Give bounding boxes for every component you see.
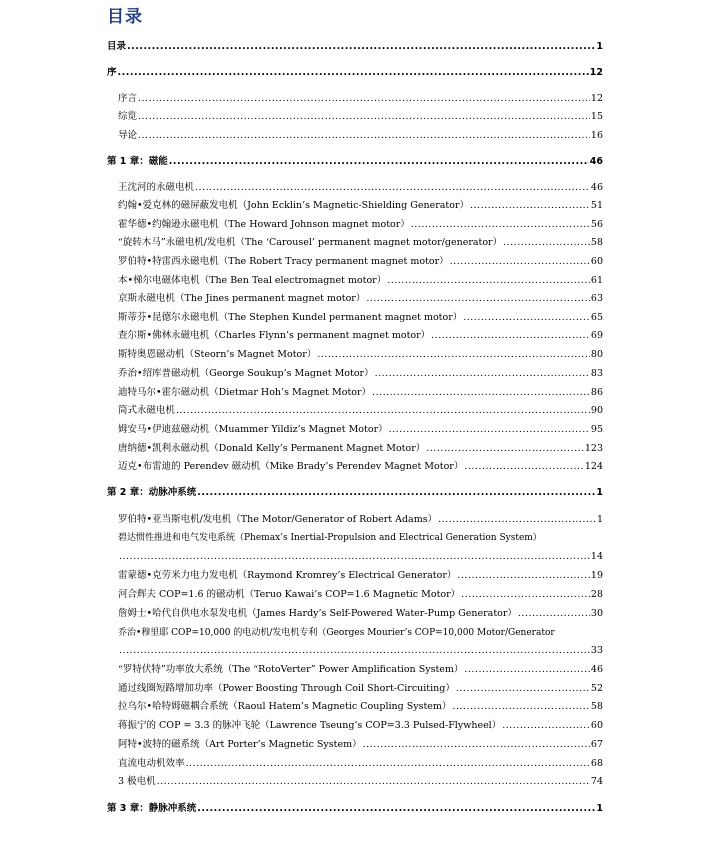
toc-entry-title: 王沈河的永磁电机 xyxy=(118,182,195,193)
toc-entry[interactable] xyxy=(107,803,603,815)
toc-entry-page: 56 xyxy=(590,219,603,230)
toc-entry-title: 直流电动机效率 xyxy=(118,758,185,769)
toc-entry[interactable] xyxy=(118,758,603,770)
toc-entry-page: 12 xyxy=(589,67,603,78)
toc-entry-title: 约翰•爱克林的磁屏蔽发电机（John Ecklin’s Magnetic-Shielding Generator） xyxy=(118,200,470,211)
toc-entry-page: 124 xyxy=(584,461,603,472)
toc-entry-title: 霍华德•约翰逊永磁电机（The Howard Johnson magnet motor） xyxy=(118,219,410,230)
toc-entry-page: 15 xyxy=(590,111,603,122)
toc-entry-line1[interactable] xyxy=(118,627,603,639)
toc-entry[interactable] xyxy=(118,551,603,563)
toc-entry[interactable] xyxy=(107,487,603,499)
toc-entry-title: 罗伯特•特雷西永磁电机（The Robert Tracy permanent magnet motor） xyxy=(118,256,449,267)
toc-entry[interactable] xyxy=(118,219,603,231)
toc-entry-page: 46 xyxy=(590,664,603,675)
toc-entry-title: 姆安马•伊迪兹磁动机（Muammer Yildiz’s Magnet Motor） xyxy=(118,424,388,435)
toc-entry-title: 序言 xyxy=(118,93,138,104)
toc-entry[interactable] xyxy=(107,41,603,53)
toc-entry-title: 乔治•绍库普磁动机（George Soukup’s Magnet Motor） xyxy=(118,368,374,379)
toc-entry-page: 86 xyxy=(590,387,603,398)
toc-entry-title: 3 极电机 xyxy=(118,776,156,787)
toc-entry-title: 第 3 章：静脉冲系统 xyxy=(107,803,197,814)
toc-entry-page: 1 xyxy=(596,803,603,814)
toc-entry[interactable] xyxy=(118,514,603,526)
toc-entry[interactable] xyxy=(118,93,603,105)
toc-entry[interactable] xyxy=(118,330,603,342)
toc-entry[interactable] xyxy=(118,683,603,695)
toc-entry-title: 目录 xyxy=(107,41,127,52)
toc-entry[interactable] xyxy=(118,256,603,268)
toc-entry-title: 京斯永磁电机（The Jines permanent magnet motor） xyxy=(118,293,366,304)
toc-entry[interactable] xyxy=(118,645,603,657)
toc-entry-title: 通过线圈短路增加功率（Power Boosting Through Coil Short-Circuiting） xyxy=(118,683,455,694)
page-title: 目录 xyxy=(107,7,143,27)
toc-entry[interactable] xyxy=(118,275,603,287)
toc-entry[interactable] xyxy=(107,67,603,79)
toc-entry[interactable] xyxy=(118,405,603,417)
toc-entry-page: 52 xyxy=(590,683,603,694)
toc-entry-title: 阿特•波特的磁系统（Art Porter’s Magnetic System） xyxy=(118,739,362,750)
toc-entry-title: 迪特马尔•霍尔磁动机（Dietmar Hoh’s Magnet Motor） xyxy=(118,387,372,398)
toc-entry-page: 58 xyxy=(590,237,603,248)
toc-entry-title: 河合辉夫 COP=1.6 的磁动机（Teruo Kawai’s COP=1.6 Magnetic Motor） xyxy=(118,589,461,600)
toc-entry[interactable] xyxy=(118,130,603,142)
toc-entry-page: 28 xyxy=(590,589,603,600)
toc-entry-title: 第 2 章：动脉冲系统 xyxy=(107,487,197,498)
toc-entry[interactable] xyxy=(118,182,603,194)
toc-entry-title: 唐纳德•凯利永磁动机（Donald Kelly’s Permanent Magnet Motor） xyxy=(118,443,426,454)
toc-entry[interactable] xyxy=(118,443,603,455)
toc-entry-title: 蒋振宁的 COP = 3.3 的脉冲飞轮（Lawrence Tseung’s COP=3.3 Pulsed-Flywheel） xyxy=(118,720,502,731)
toc-entry-title: 筒式永磁电机 xyxy=(118,405,176,416)
toc-entry-page: 123 xyxy=(584,443,603,454)
toc-entry[interactable] xyxy=(107,156,603,168)
toc-entry-page: 83 xyxy=(590,368,603,379)
toc-entry-page: 30 xyxy=(590,608,603,619)
toc-entry-title: 斯特奥恩磁动机（Steorn’s Magnet Motor） xyxy=(118,349,317,360)
toc-entry[interactable] xyxy=(118,589,603,601)
toc-entry-page: 58 xyxy=(590,701,603,712)
toc-entry-title: “旋转木马”永磁电机/发电机（The ‘Carousel’ permanent magnet motor/generator） xyxy=(118,237,503,248)
toc-entry[interactable] xyxy=(118,368,603,380)
toc-entry[interactable] xyxy=(118,237,603,249)
toc-entry[interactable] xyxy=(118,570,603,582)
toc-entry-page: 33 xyxy=(590,645,603,656)
toc-entry-page: 1 xyxy=(596,41,603,52)
toc-entry-title: 导论 xyxy=(118,130,138,141)
toc-entry-page: 67 xyxy=(590,739,603,750)
toc-entry-title: 乔治•穆里耶 COP=10,000 的电动机/发电机专利（Georges Mourier’s COP=10,000 Motor/Generator xyxy=(118,628,555,638)
toc-entry-page: 63 xyxy=(590,293,603,304)
toc-entry-page: 16 xyxy=(590,130,603,141)
toc-entry-page: 95 xyxy=(590,424,603,435)
toc-entry[interactable] xyxy=(118,312,603,324)
toc-entry-page: 19 xyxy=(590,570,603,581)
toc-entry-page: 60 xyxy=(590,256,603,267)
toc-entry-title: 罗伯特•亚当斯电机/发电机（The Motor/Generator of Robert Adams） xyxy=(118,514,438,525)
toc-entry-page: 68 xyxy=(590,758,603,769)
toc-entry[interactable] xyxy=(118,664,603,676)
toc-entry-page: 80 xyxy=(590,349,603,360)
toc-entry-title: 综览 xyxy=(118,111,138,122)
toc-entry-page: 60 xyxy=(590,720,603,731)
toc-entry-title: 查尔斯•佛林永磁电机（Charles Flynn’s permanent magnet motor） xyxy=(118,330,431,341)
toc-entry-page: 1 xyxy=(596,514,603,525)
toc-entry[interactable] xyxy=(118,424,603,436)
toc-entry-title: 第 1 章：磁能 xyxy=(107,156,168,167)
toc-entry-page: 51 xyxy=(590,200,603,211)
toc-entry-page: 69 xyxy=(590,330,603,341)
toc-entry[interactable] xyxy=(118,608,603,620)
toc-entry-title: 詹姆士•哈代自供电水泵发电机（James Hardy’s Self-Powered Water-Pump Generator） xyxy=(118,608,517,619)
toc-entry[interactable] xyxy=(118,387,603,399)
toc-entry-page: 65 xyxy=(590,312,603,323)
toc-entry-page: 12 xyxy=(590,93,603,104)
toc-entry-title: 雷蒙德•克劳米力电力发电机（Raymond Kromrey’s Electrical Generator） xyxy=(118,570,457,581)
toc-entry[interactable] xyxy=(118,200,603,212)
toc-entry-page: 74 xyxy=(590,776,603,787)
toc-entry-page: 1 xyxy=(596,487,603,498)
toc-entry-line1[interactable] xyxy=(118,532,603,544)
toc-entry[interactable] xyxy=(118,349,603,361)
toc-entry[interactable] xyxy=(118,701,603,713)
toc-entry[interactable] xyxy=(118,461,603,473)
toc-entry-page: 61 xyxy=(590,275,603,286)
toc-entry-page: 46 xyxy=(590,182,603,193)
toc-entry-page: 14 xyxy=(590,551,603,562)
toc-entry-title: 斯蒂芬•昆德尔永磁电机（The Stephen Kundel permanent magnet motor） xyxy=(118,312,463,323)
toc-entry-title: 拉乌尔•哈特姆磁耦合系统（Raoul Hatem’s Magnetic Coupling System） xyxy=(118,701,452,712)
toc-entry[interactable] xyxy=(118,293,603,305)
toc-entry-title: 序 xyxy=(107,67,117,78)
toc-entry[interactable] xyxy=(118,720,603,732)
toc-entry-title: “罗特伏特”功率放大系统（The “RotoVerter” Power Amplification System） xyxy=(118,664,464,675)
toc-entry-title: 碧达惯性推进和电气发电系统（Phemax’s Inertial-Propulsion and Electrical Generation System） xyxy=(118,533,542,543)
toc-entry[interactable] xyxy=(118,776,603,788)
toc-entry-page: 46 xyxy=(589,156,603,167)
toc-entry-title: 迈克•布雷迪的 Perendev 磁动机（Mike Brady’s Perendev Magnet Motor） xyxy=(118,461,464,472)
toc-entry[interactable] xyxy=(118,739,603,751)
toc-entry-title: 本•梯尔电磁体电机（The Ben Teal electromagnet motor） xyxy=(118,275,387,286)
toc-entry-page: 90 xyxy=(590,405,603,416)
toc-entry[interactable] xyxy=(118,111,603,123)
